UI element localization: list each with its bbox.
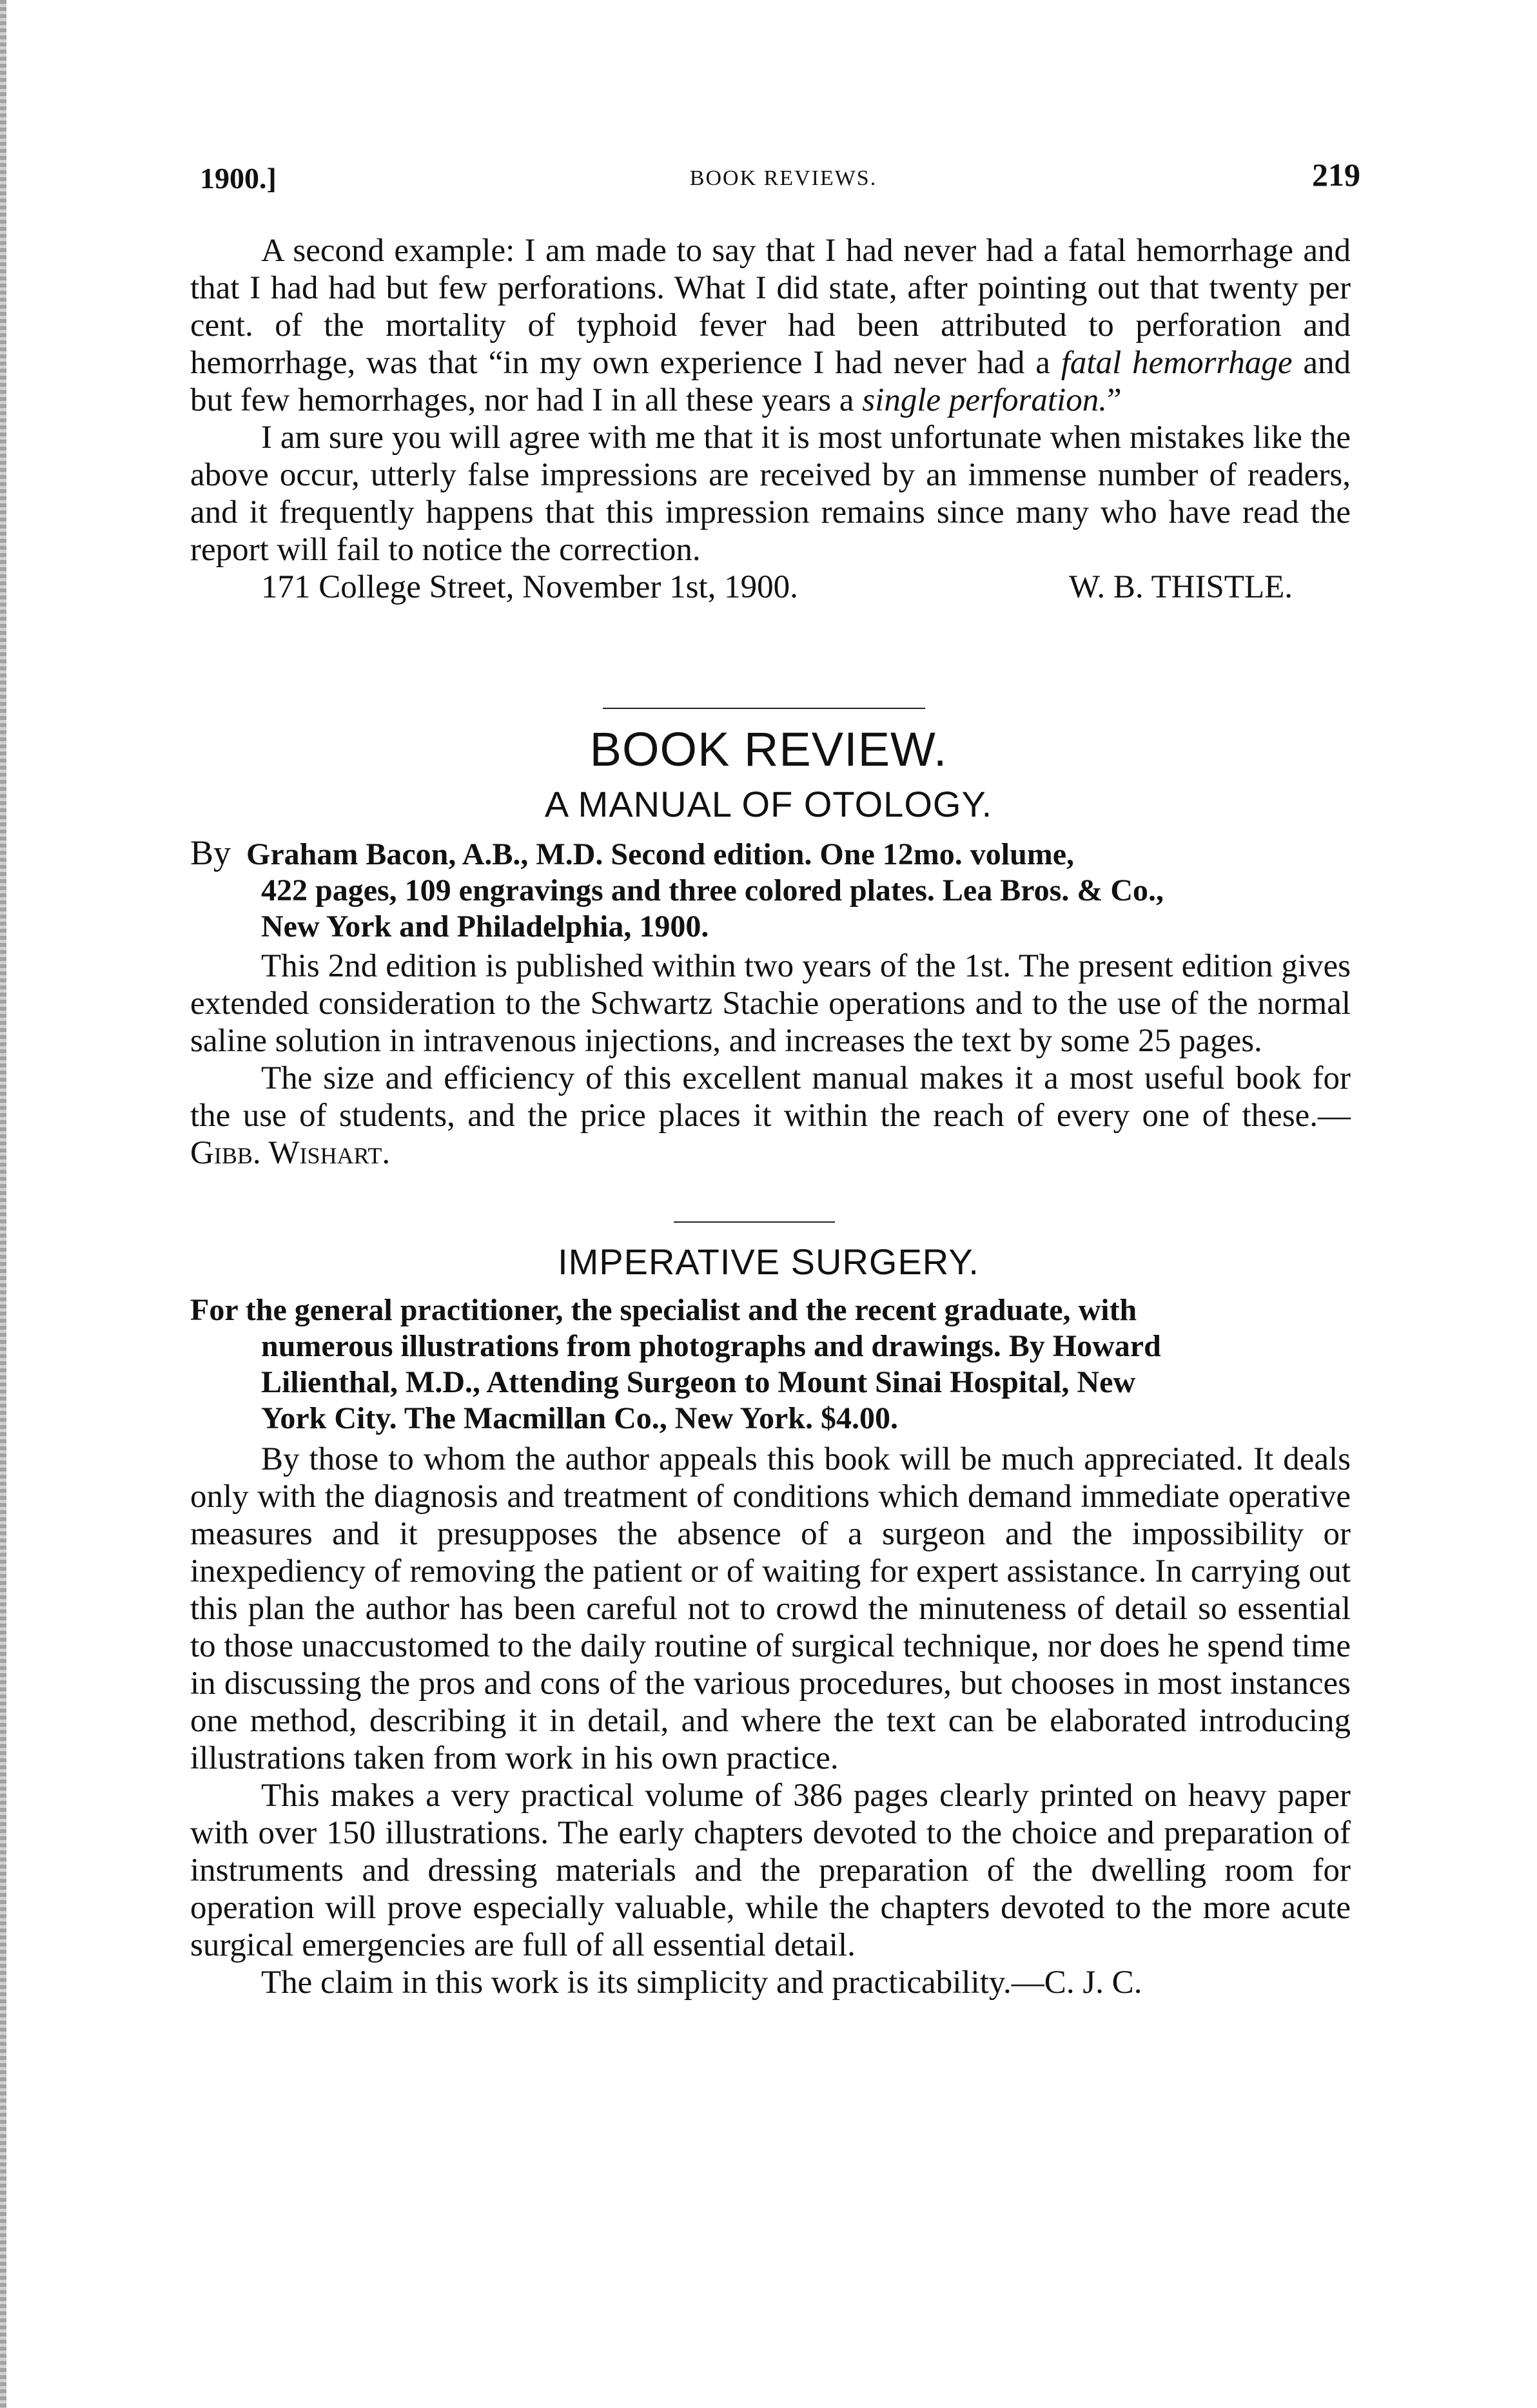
- letter-signature-line: [190, 568, 1351, 606]
- review-2-bibliography: [190, 1292, 1370, 1437]
- section-divider: [603, 708, 925, 709]
- review-2-title: IMPERATIVE SURGERY.: [558, 1241, 979, 1282]
- review-1-bib-line-1: Graham Bacon, A.B., M.D. Second edition. One 12mo. volume,: [246, 837, 1075, 871]
- letter-paragraph-2: I am sure you will agree with me that it is most unfortunate when mistakes like the above occur, utterly false impressions are received by an immense number of readers, and it frequently happens that this impression remains since many who have read the report will fail to notice the correction.: [190, 420, 1351, 568]
- review-1-bib-line-3: New York and Philadelphia, 1900.: [261, 909, 709, 944]
- running-head-title: BOOK REVIEWS.: [689, 166, 877, 190]
- review-1-body: [190, 947, 1351, 1172]
- review-1-bib-line-2: 422 pages, 109 engravings and three colored plates. Lea Bros. & Co.,: [261, 873, 1164, 908]
- review-2-body: [190, 1441, 1351, 2001]
- letter-paragraph-1: [190, 232, 1351, 419]
- review-2-bib-line-1: For the general practitioner, the specialist and the recent graduate, with: [190, 1293, 1137, 1327]
- running-head-year: 1900.]: [200, 162, 277, 195]
- letter-signature: W. B. THISTLE.: [1068, 569, 1293, 605]
- review-2-paragraph-3: The claim in this work is its simplicity and practicability.—C. J. C.: [261, 1965, 1142, 2001]
- review-1-paragraph-2: [190, 1060, 1351, 1172]
- running-head: [193, 157, 1373, 206]
- review-1-by: By: [190, 833, 231, 872]
- review-1-title: A MANUAL OF OTOLOGY.: [544, 784, 993, 824]
- review-1-paragraph-2-text: The size and efficiency of this excellent manual makes it a most useful book for the use of students, and the price places it within the reach of every one of these.—: [190, 1060, 1351, 1134]
- review-divider: [674, 1221, 835, 1223]
- section-heading: BOOK REVIEW.: [589, 723, 948, 776]
- letter-paragraph-1-text-b: and but few hemorrhages, nor had I in all these years a: [190, 345, 1351, 418]
- letter-paragraph-1-emphasis-2: single perforation.: [862, 382, 1107, 418]
- review-2-bib-line-3: Lilienthal, M.D., Attending Surgeon to Mount Sinai Hospital, New: [261, 1365, 1136, 1399]
- review-2-paragraph-1: By those to whom the author appeals this book will be much appreciated. It deals only with the diagnosis and treatment of conditions which demand immediate operative measures and it presupposes the absence of a surgeon and the impossibility or inexpediency of removing the patient or of waiting for expert assistance. In carrying out this plan the author has been careful not to crowd the minuteness of detail so essential to those unaccustomed to the daily routine of surgical technique, nor does he spend time in discussing the pros and cons of the various procedures, but chooses in most instances one method, describing it in detail, and where the text can be elaborated introducing illustrations taken from work in his own practice.: [190, 1441, 1351, 1776]
- review-1-bibliography: [190, 835, 1370, 945]
- page-number: 219: [1312, 157, 1360, 193]
- letter-address: 171 College Street, November 1st, 1900.: [261, 569, 798, 605]
- letter-paragraph-1-text-c: ”: [1106, 382, 1122, 418]
- letter-paragraph-1-text-a: A second example: I am made to say that I had never had a fatal hemorrhage and that I had had but few perforations. What I did state, after pointing out that twenty per cent. of the mortality of typhoid fever had been attributed to perforation and hemorrhage, was that “in my own experience I had never had a: [190, 233, 1351, 381]
- review-2-paragraph-2: This makes a very practical volume of 386 pages clearly printed on heavy paper with over 150 illustrations. The early chapters devoted to the choice and preparation of instruments and dressing materials and the preparation of the dwelling room for operation will prove especially valuable, while the chapters devoted to the more acute surgical emergencies are full of all essential detail.: [190, 1778, 1351, 1963]
- page-binding-edge: [0, 0, 6, 2408]
- review-2-bib-line-2: numerous illustrations from photographs and drawings. By Howard: [261, 1329, 1161, 1363]
- letter-continuation: [190, 232, 1351, 606]
- review-2-bib-line-4: York City. The Macmillan Co., New York. $4.00.: [261, 1401, 898, 1435]
- review-1-reviewer: Gibb. Wishart.: [190, 1135, 391, 1171]
- review-1-paragraph-1: This 2nd edition is published within two years of the 1st. The present edition gives extended consideration to the Schwartz Stachie operations and to the use of the normal saline solution in intravenous injections, and increases the text by some 25 pages.: [190, 948, 1351, 1059]
- letter-paragraph-1-emphasis-1: fatal hemorrhage: [1061, 345, 1293, 381]
